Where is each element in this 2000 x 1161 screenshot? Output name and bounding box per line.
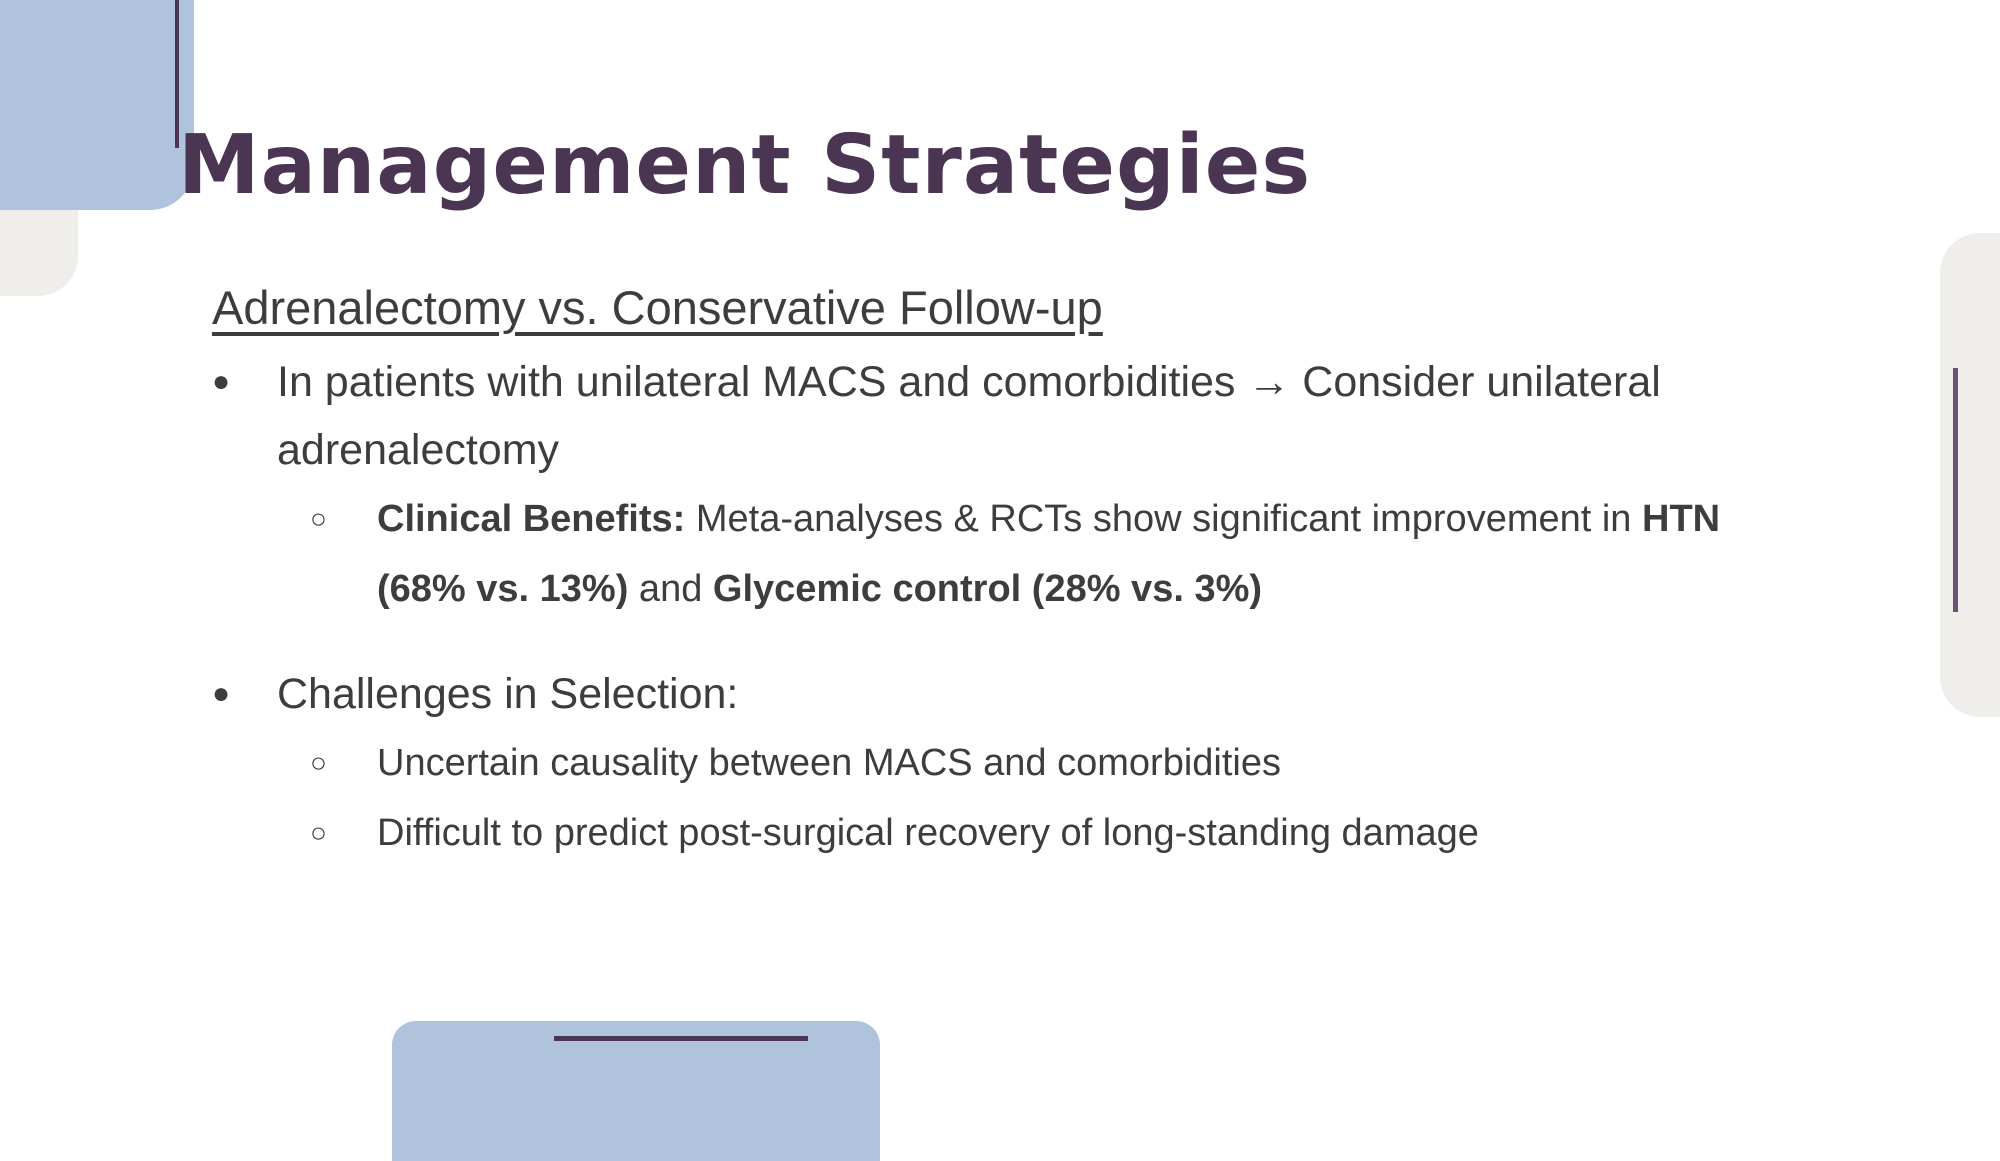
bullet-text: Challenges in Selection: bbox=[277, 670, 739, 718]
decorative-panel-blue-top-left bbox=[0, 0, 194, 210]
decorative-panel-gray-right bbox=[1940, 233, 2000, 717]
bullet-text: In patients with unilateral MACS and comorbidities → Consider unilateral adrenalectomy bbox=[277, 358, 1661, 474]
sub-bullet-circle-icon: ○ bbox=[310, 817, 327, 848]
bullet-dot-icon: ● bbox=[212, 365, 231, 398]
sub-bullet-text: and bbox=[628, 568, 713, 610]
decorative-panel-blue-bottom bbox=[392, 1021, 880, 1161]
sub-bullet-text: Uncertain causality between MACS and comorbidities bbox=[377, 742, 1281, 784]
sub-bullet-text: Difficult to predict post-surgical recovery of long-standing damage bbox=[377, 812, 1479, 854]
sub-bullet-circle-icon: ○ bbox=[310, 747, 327, 778]
sub-bullet-item bbox=[212, 728, 1812, 798]
sub-bullet-text: Meta-analyses & RCTs show significant improvement in bbox=[685, 498, 1642, 540]
sub-bullet-item bbox=[212, 484, 1812, 624]
sub-bullet-item bbox=[212, 798, 1812, 868]
slide-title: Management Strategies bbox=[178, 118, 1312, 213]
sub-bullet-circle-icon: ○ bbox=[310, 503, 327, 534]
sub-bullet-label: Clinical Benefits: bbox=[377, 498, 686, 540]
glycemic-stat: Glycemic control (28% vs. 3%) bbox=[712, 568, 1263, 610]
section-subheading: Adrenalectomy vs. Conservative Follow-up bbox=[212, 281, 1103, 334]
decorative-vertical-line-right bbox=[1953, 368, 1958, 612]
bullet-dot-icon: ● bbox=[212, 677, 231, 710]
bullet-item bbox=[212, 660, 1812, 728]
decorative-horizontal-line-bottom bbox=[554, 1036, 808, 1041]
htn-stat: HTN (68% vs. 13%) bbox=[377, 498, 1721, 610]
slide-content bbox=[212, 276, 1812, 868]
bullet-item bbox=[212, 348, 1812, 484]
